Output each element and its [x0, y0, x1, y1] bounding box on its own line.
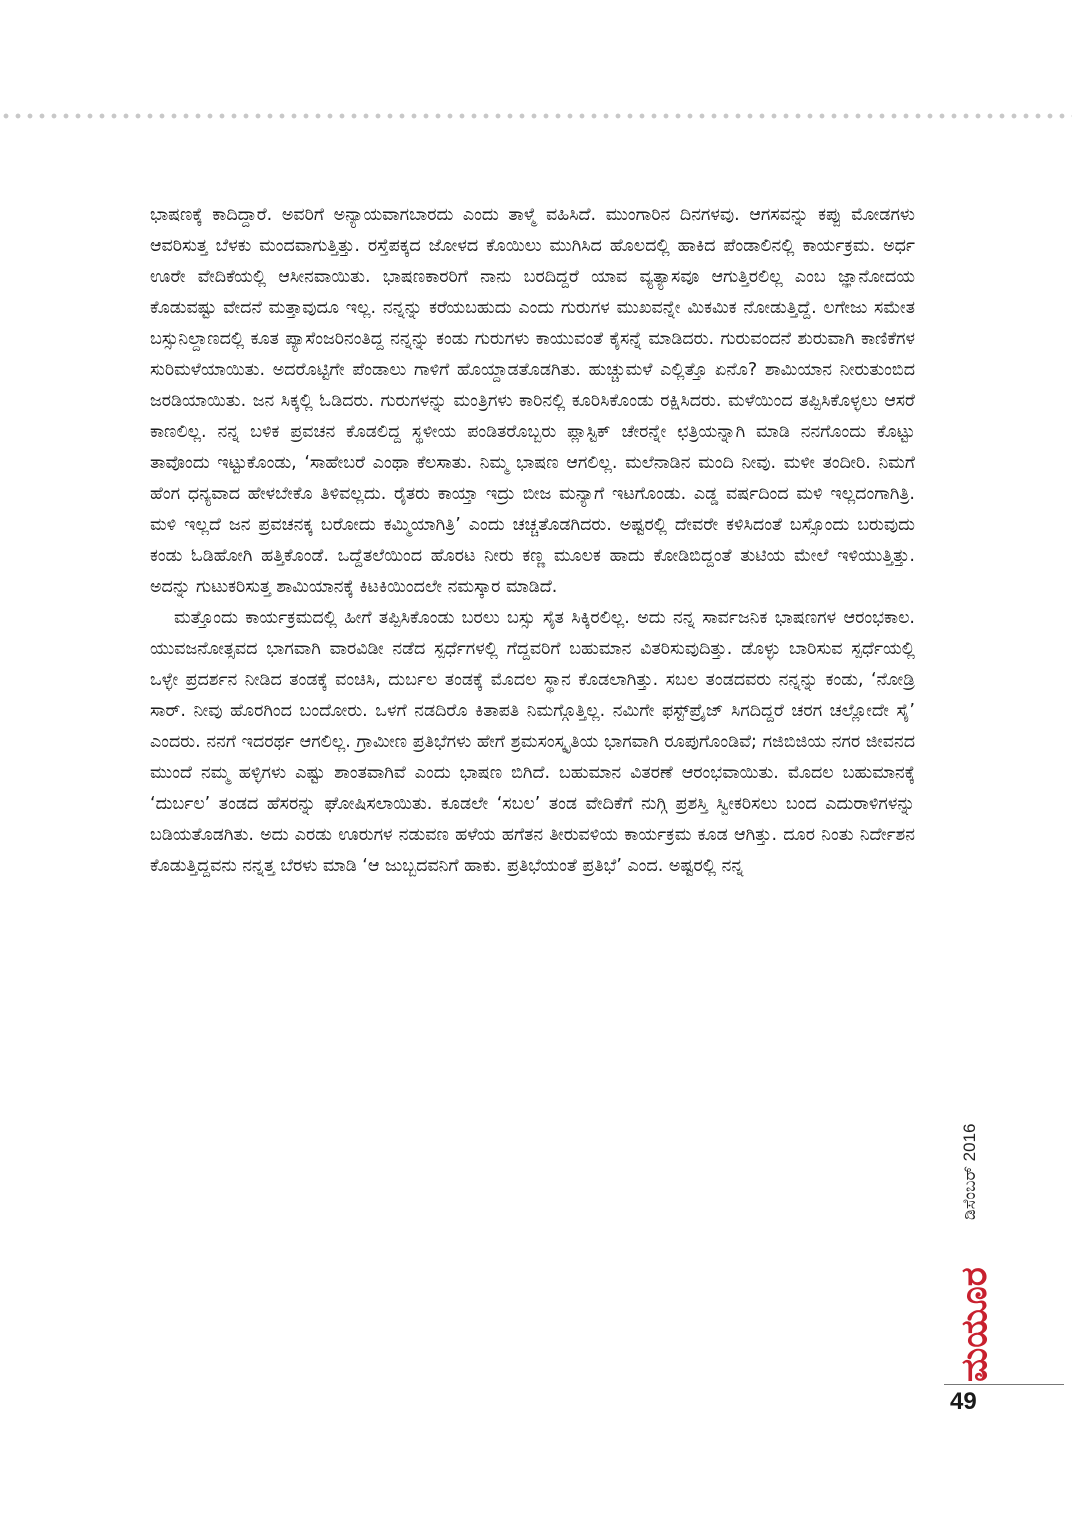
magazine-logo: ಮಯೂರ [954, 1267, 995, 1382]
footer-rule [944, 1384, 1064, 1385]
page-number: 49 [950, 1388, 977, 1415]
dotted-header-rule [0, 112, 1072, 120]
issue-date: ಡಿಸೆಂಬರ್ 2016 [960, 1123, 979, 1220]
article-paragraph-1: ಭಾಷಣಕ್ಕೆ ಕಾದಿದ್ದಾರೆ. ಅವರಿಗೆ ಅನ್ಯಾಯವಾಗಬಾರದು ಎಂದು ತಾಳ್ಮೆ ವಹಿಸಿದೆ. ಮುಂಗಾರಿನ ದಿನಗಳವು. ಆಗಸವನ್ನು ಕಪ್ಪು ಮೋಡಗಳು ಆವರಿಸುತ್ತ ಬೆಳಕು ಮಂದವಾಗುತ್ತಿತ್ತು. ರಸ್ತೆಪಕ್ಕದ ಜೋಳದ ಕೊಯಿಲು ಮುಗಿಸಿದ ಹೊಲದಲ್ಲಿ ಹಾಕಿದ ಪೆಂಡಾಲಿನಲ್ಲಿ ಕಾರ್ಯಕ್ರಮ. ಅರ್ಧ ಊರೇ ವೇದಿಕೆಯಲ್ಲಿ ಆಸೀನವಾಯಿತು. ಭಾಷಣಕಾರರಿಗೆ ನಾನು ಬರದಿದ್ದರೆ ಯಾವ ವ್ಯತ್ಯಾಸವೂ ಆಗುತ್ತಿರಲಿಲ್ಲ ಎಂಬ ಜ್ಞಾನೋದಯ ಕೊಡುವಷ್ಟು ವೇದನೆ ಮತ್ತಾವುದೂ ಇಲ್ಲ. ನನ್ನನ್ನು ಕರೆಯಬಹುದು ಎಂದು ಗುರುಗಳ ಮುಖವನ್ನೇ ಮಿಕಮಿಕ ನೋಡುತ್ತಿದ್ದೆ. ಲಗೇಜು ಸಮೇತ ಬಸ್ಸುನಿಲ್ದಾಣದಲ್ಲಿ ಕೂತ ಪ್ಯಾಸೆಂಜರಿನಂತಿದ್ದ ನನ್ನನ್ನು ಕಂಡು ಗುರುಗಳು ಕಾಯುವಂತೆ ಕೈಸನ್ನೆ ಮಾಡಿದರು. ಗುರುವಂದನೆ ಶುರುವಾಗಿ ಕಾಣಿಕೆಗಳ ಸುರಿಮಳೆಯಾಯಿತು. ಅದರೊಟ್ಟಿಗೇ ಪೆಂಡಾಲು ಗಾಳಿಗೆ ಹೊಯ್ದಾಡತೊಡಗಿತು. ಹುಚ್ಚುಮಳೆ ಎಲ್ಲಿತ್ತೊ ಏನೊ? ಶಾಮಿಯಾನ ನೀರುತುಂಬಿದ ಜರಡಿಯಾಯಿತು. ಜನ ಸಿಕ್ಕಲ್ಲಿ ಓಡಿದರು. ಗುರುಗಳನ್ನು ಮಂತ್ರಿಗಳು ಕಾರಿನಲ್ಲಿ ಕೂರಿಸಿಕೊಂಡು ರಕ್ಷಿಸಿದರು. ಮಳೆಯಿಂದ ತಪ್ಪಿಸಿಕೊಳ್ಳಲು ಆಸರೆ ಕಾಣಲಿಲ್ಲ. ನನ್ನ ಬಳಿಕ ಪ್ರವಚನ ಕೊಡಲಿದ್ದ ಸ್ಥಳೀಯ ಪಂಡಿತರೊಬ್ಬರು ಪ್ಲಾಸ್ಟಿಕ್ ಚೇರನ್ನೇ ಛತ್ರಿಯನ್ನಾಗಿ ಮಾಡಿ ನನಗೊಂದು ಕೊಟ್ಟು ತಾವೊಂದು ಇಟ್ಟುಕೊಂಡು, ‘ಸಾಹೇಬರೆ ಎಂಥಾ ಕೆಲಸಾತು. ನಿಮ್ಮ ಭಾಷಣ ಆಗಲಿಲ್ಲ. ಮಲೆನಾಡಿನ ಮಂದಿ ನೀವು. ಮಳೀ ತಂದೀರಿ. ನಿಮಗೆ ಹೆಂಗ ಧನ್ಯವಾದ ಹೇಳಬೇಕೊ ತಿಳಿವಲ್ಲದು. ರೈತರು ಕಾಯ್ತಾ ಇದ್ರು ಬೀಜ ಮನ್ಯಾಗೆ ಇಟಗೊಂಡು. ಎಡ್ಡ ವರ್ಷದಿಂದ ಮಳಿ ಇಲ್ಲದಂಗಾಗಿತ್ರಿ. ಮಳಿ ಇಲ್ಲದೆ ಜನ ಪ್ರವಚನಕ್ಕ ಬರೋದು ಕಮ್ಮಿಯಾಗಿತ್ರಿ’ ಎಂದು ಚಚ್ಚತೊಡಗಿದರು. ಅಷ್ಟರಲ್ಲಿ ದೇವರೇ ಕಳಿಸಿದಂತೆ ಬಸ್ಸೊಂದು ಬರುವುದು ಕಂಡು ಓಡಿಹೋಗಿ ಹತ್ತಿಕೊಂಡೆ. ಒದ್ದೆತಲೆಯಿಂದ ಹೊರಟ ನೀರು ಕಣ್ಣ ಮೂಲಕ ಹಾದು ಕೋಡಿಬಿದ್ದಂತೆ ತುಟಿಯ ಮೇಲೆ ಇಳಿಯುತ್ತಿತ್ತು. ಅದನ್ನು ಗುಟುಕರಿಸುತ್ತ ಶಾಮಿಯಾನಕ್ಕೆ ಕಿಟಕಿಯಿಂದಲೇ ನಮಸ್ಕಾರ ಮಾಡಿದೆ. [150, 205, 915, 597]
article-body [150, 200, 915, 1410]
article-paragraph-2: ಮತ್ತೊಂದು ಕಾರ್ಯಕ್ರಮದಲ್ಲಿ ಹೀಗೆ ತಪ್ಪಿಸಿಕೊಂಡು ಬರಲು ಬಸ್ಸು ಸೈತ ಸಿಕ್ಕಿರಲಿಲ್ಲ. ಅದು ನನ್ನ ಸಾರ್ವಜನಿಕ ಭಾಷಣಗಳ ಆರಂಭಕಾಲ. ಯುವಜನೋತ್ಸವದ ಭಾಗವಾಗಿ ವಾರವಿಡೀ ನಡೆದ ಸ್ಪರ್ಧೆಗಳಲ್ಲಿ ಗೆದ್ದವರಿಗೆ ಬಹುಮಾನ ವಿತರಿಸುವುದಿತ್ತು. ಡೊಳ್ಳು ಬಾರಿಸುವ ಸ್ಪರ್ಧೆಯಲ್ಲಿ ಒಳ್ಳೇ ಪ್ರದರ್ಶನ ನೀಡಿದ ತಂಡಕ್ಕೆ ವಂಚಿಸಿ, ದುರ್ಬಲ ತಂಡಕ್ಕೆ ಮೊದಲ ಸ್ಥಾನ ಕೊಡಲಾಗಿತ್ತು. ಸಬಲ ತಂಡದವರು ನನ್ನನ್ನು ಕಂಡು, ‘ನೋಡ್ರಿ ಸಾರ್. ನೀವು ಹೊರಗಿಂದ ಬಂದೋರು. ಒಳಗೆ ನಡದಿರೊ ಕಿತಾಪತಿ ನಿಮಗ್ಗೊತ್ತಿಲ್ಲ. ನಮಿಗೇ ಫಸ್ಟ್‌ಪ್ರೈಜ್ ಸಿಗದಿದ್ದರೆ ಚರಗ ಚಲ್ಲೋದೇ ಸೈ’ ಎಂದರು. ನನಗೆ ಇದರರ್ಥ ಆಗಲಿಲ್ಲ. ಗ್ರಾಮೀಣ ಪ್ರತಿಭೆಗಳು ಹೇಗೆ ಶ್ರಮಸಂಸ್ಕೃತಿಯ ಭಾಗವಾಗಿ ರೂಪುಗೊಂಡಿವೆ; ಗಜಿಬಿಜಿಯ ನಗರ ಜೀವನದ ಮುಂದೆ ನಮ್ಮ ಹಳ್ಳಿಗಳು ಎಷ್ಟು ಶಾಂತವಾಗಿವೆ ಎಂದು ಭಾಷಣ ಬಿಗಿದೆ. ಬಹುಮಾನ ವಿತರಣೆ ಆರಂಭವಾಯಿತು. ಮೊದಲ ಬಹುಮಾನಕ್ಕೆ ‘ದುರ್ಬಲ’ ತಂಡದ ಹೆಸರನ್ನು ಘೋಷಿಸಲಾಯಿತು. ಕೂಡಲೇ ‘ಸಬಲ’ ತಂಡ ವೇದಿಕೆಗೆ ನುಗ್ಗಿ ಪ್ರಶಸ್ತಿ ಸ್ವೀಕರಿಸಲು ಬಂದ ಎದುರಾಳಿಗಳನ್ನು ಬಡಿಯತೊಡಗಿತು. ಅದು ಎರಡು ಊರುಗಳ ನಡುವಣ ಹಳೆಯ ಹಗೆತನ ತೀರುವಳಿಯ ಕಾರ್ಯಕ್ರಮ ಕೂಡ ಆಗಿತ್ತು. ದೂರ ನಿಂತು ನಿರ್ದೇಶನ ಕೊಡುತ್ತಿದ್ದವನು ನನ್ನತ್ತ ಬೆರಳು ಮಾಡಿ ‘ಆ ಜುಬ್ಬದವನಿಗೆ ಹಾಕು. ಪ್ರತಿಭೆಯಂತೆ ಪ್ರತಿಭೆ’ ಎಂದ. ಅಷ್ಟರಲ್ಲಿ ನನ್ನ [150, 608, 915, 876]
